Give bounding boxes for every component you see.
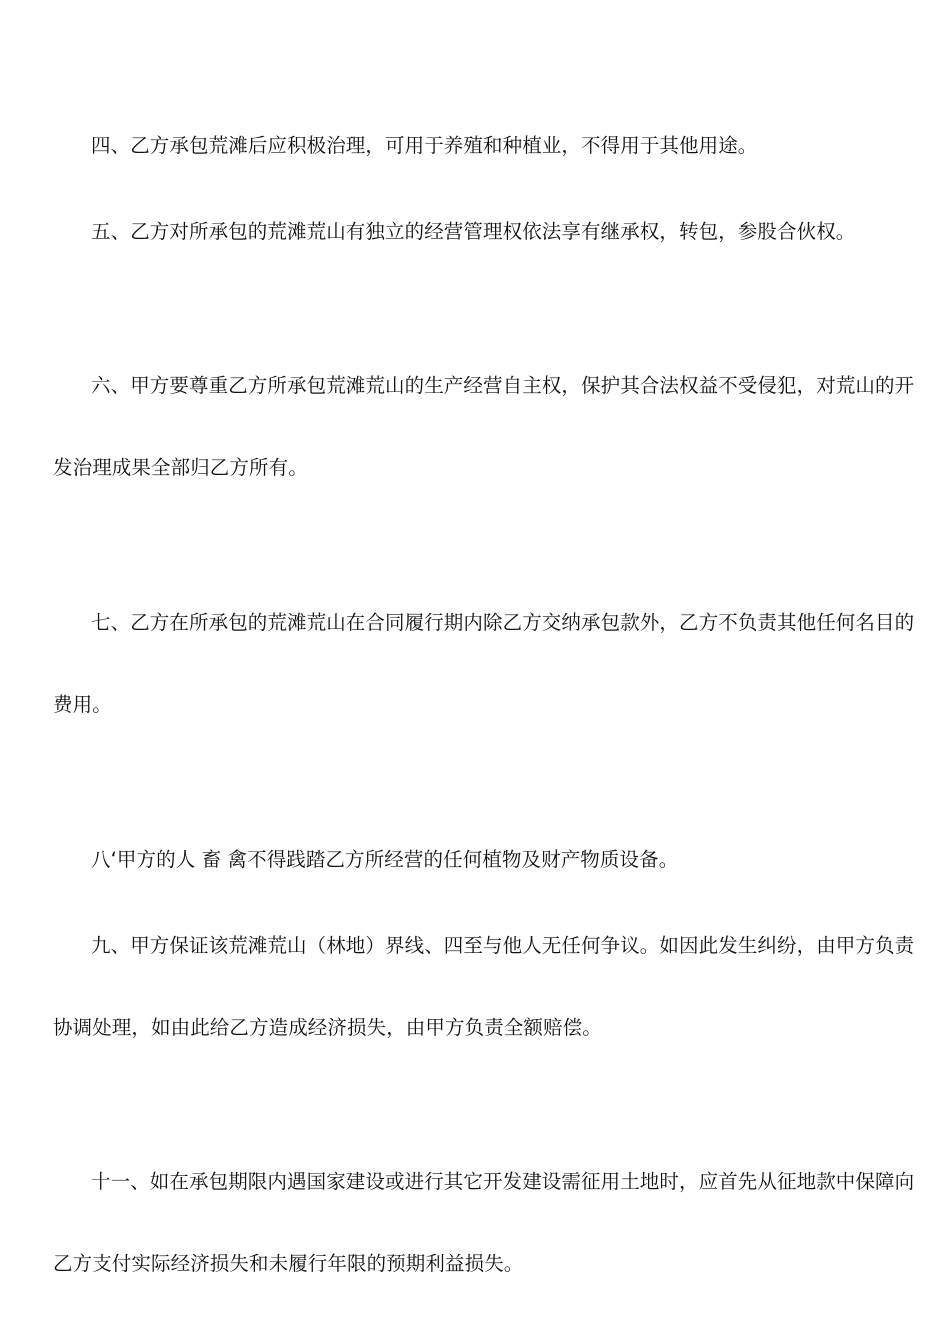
clause-8-line-1: 八‘甲方的人 畜 禽不得践踏乙方所经营的任何植物及财产物质设备。 (91, 848, 679, 871)
clause-7-line-1: 七、乙方在所承包的荒滩荒山在合同履行期内除乙方交纳承包款外，乙方不负责其他任何名目的 (91, 611, 915, 634)
clause-7-line-2: 费用。 (53, 693, 112, 716)
clause-6-line-1: 六、甲方要尊重乙方所承包荒滩荒山的生产经营自主权，保护其合法权益不受侵犯，对荒山的开 (91, 374, 915, 397)
clause-11-line-2: 乙方支付实际经济损失和未履行年限的预期利益损失。 (53, 1252, 524, 1275)
clause-5-line-1: 五、乙方对所承包的荒滩荒山有独立的经营管理权依法享有继承权，转包，参股合伙权。 (91, 220, 856, 243)
clause-11-line-1: 十一、如在承包期限内遇国家建设或进行其它开发建设需征用土地时，应首先从征地款中保障向 (91, 1170, 915, 1193)
clause-9-line-2: 协调处理，如由此给乙方造成经济损失，由甲方负责全额赔偿。 (53, 1016, 602, 1039)
clause-4-line-1: 四、乙方承包荒滩后应积极治理，可用于养殖和种植业，不得用于其他用途。 (91, 134, 758, 157)
clause-9-line-1: 九、甲方保证该荒滩荒山（林地）界线、四至与他人无任何争议。如因此发生纠纷，由甲方负责 (91, 934, 915, 957)
clause-6-line-2: 发治理成果全部归乙方所有。 (53, 456, 308, 479)
